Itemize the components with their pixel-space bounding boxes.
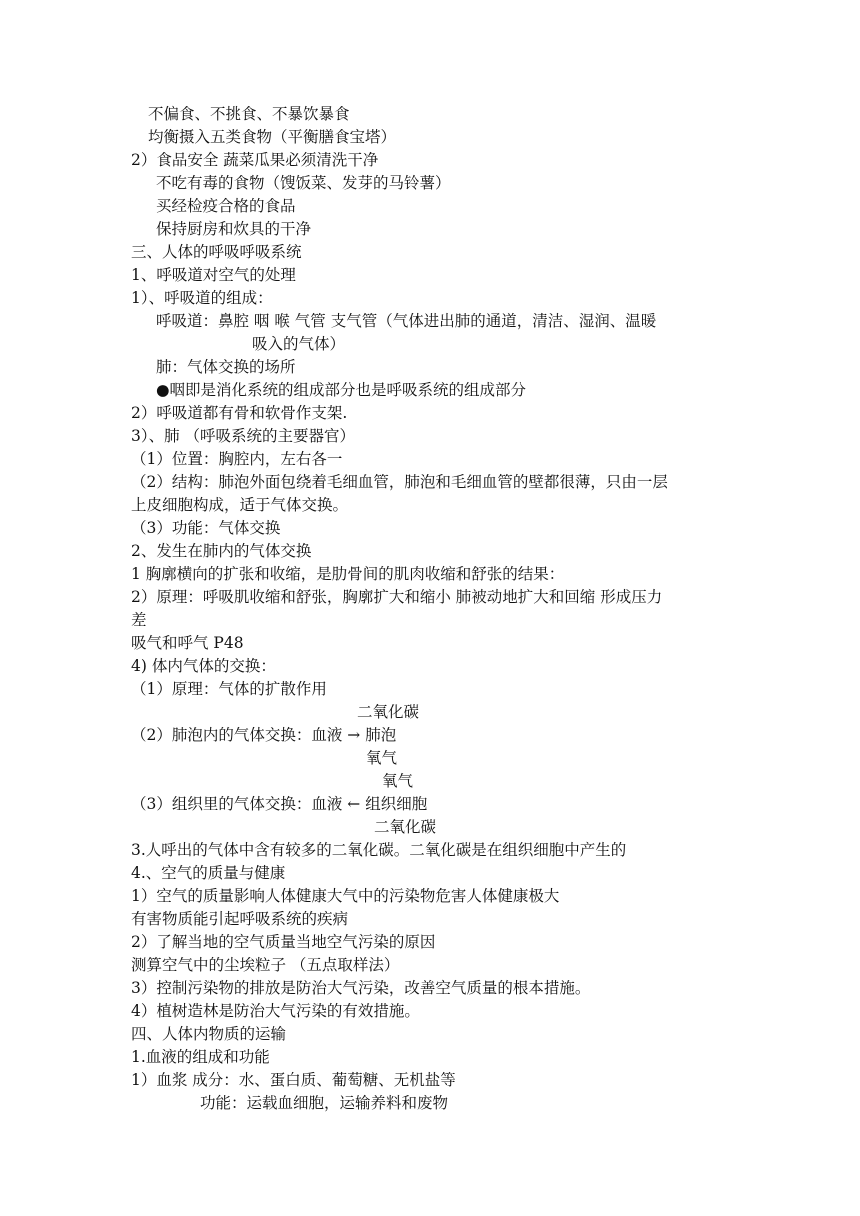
text-line: 功能：运载血细胞，运输养料和废物 (200, 1094, 449, 1112)
text-line: 3）控制污染物的排放是防治大气污染，改善空气质量的根本措施。 (131, 979, 591, 997)
text-line: 均衡摄入五类食物（平衡膳食宝塔） (148, 128, 397, 146)
diagram-label: 二氧化碳 (357, 703, 420, 721)
text-line: 2）食品安全 蔬菜瓜果必须清洗干净 (131, 151, 379, 169)
section-heading: 三、人体的呼吸呼吸系统 (131, 243, 302, 261)
text-line: 吸气和呼气 P48 (131, 634, 244, 652)
subsection-heading: 1、呼吸道对空气的处理 (131, 266, 296, 284)
subsection-heading: 4.、空气的质量与健康 (131, 864, 286, 882)
text-line: 不偏食、不挑食、不暴饮暴食 (148, 105, 350, 123)
bullet-note: ●咽即是消化系统的组成部分也是呼吸系统的组成部分 (156, 381, 527, 399)
text-line: （2）结构：肺泡外面包绕着毛细血管，肺泡和毛细血管的壁都很薄，只由一层 (131, 473, 668, 491)
text-line: 上皮细胞构成，适于气体交换。 (131, 496, 349, 514)
text-line: 4）植树造林是防治大气污染的有效措施。 (131, 1002, 420, 1020)
text-line: 2）呼吸道都有骨和软骨作支架. (131, 404, 348, 422)
text-line: 1）空气的质量影响人体健康大气中的污染物危害人体健康极大 (131, 887, 560, 905)
text-line: 肺：气体交换的场所 (156, 358, 296, 376)
text-line: 3）、肺 （呼吸系统的主要器官） (131, 427, 356, 445)
diagram-line: （2）肺泡内的气体交换：血液 → 肺泡 (131, 726, 397, 744)
text-line: 测算空气中的尘埃粒子 （五点取样法） (131, 956, 400, 974)
diagram-label: 氧气 (382, 772, 414, 790)
text-line: 保持厨房和炊具的干净 (156, 220, 312, 238)
subsection-heading: 2、发生在肺内的气体交换 (131, 542, 312, 560)
text-line: 不吃有毒的食物（馊饭菜、发芽的马铃薯） (156, 174, 451, 192)
text-line: 1 胸廓横向的扩张和收缩，是肋骨间的肌肉收缩和舒张的结果： (131, 565, 565, 583)
text-line: 1）血浆 成分：水、蛋白质、葡萄糖、无机盐等 (131, 1071, 456, 1089)
text-line: 2）原理：呼吸肌收缩和舒张，胸廓扩大和缩小 肺被动地扩大和回缩 形成压力 (131, 588, 663, 606)
text-line: 吸入的气体） (252, 335, 346, 353)
text-line: （1）原理：气体的扩散作用 (131, 680, 327, 698)
section-heading: 四、人体内物质的运输 (131, 1025, 287, 1043)
text-line: （3）功能：气体交换 (131, 519, 281, 537)
diagram-line: （3）组织里的气体交换：血液 ← 组织细胞 (131, 795, 428, 813)
text-line: 4) 体内气体的交换： (131, 657, 276, 675)
text-line: 有害物质能引起呼吸系统的疾病 (131, 910, 349, 928)
diagram-label: 氧气 (366, 749, 398, 767)
text-line: 差 (131, 611, 147, 629)
text-line: 买经检疫合格的食品 (156, 197, 296, 215)
diagram-label: 二氧化碳 (374, 818, 437, 836)
text-line: 3.人呼出的气体中含有较多的二氧化碳。二氧化碳是在组织细胞中产生的 (131, 841, 627, 859)
subsection-heading: 1.血液的组成和功能 (131, 1048, 270, 1066)
text-line: 2）了解当地的空气质量当地空气污染的原因 (131, 933, 436, 951)
text-line: 呼吸道：鼻腔 咽 喉 气管 支气管（气体进出肺的通道，清洁、湿润、温暖 (156, 312, 657, 330)
text-line: 1）、呼吸道的组成： (131, 289, 273, 307)
text-line: （1）位置：胸腔内，左右各一 (131, 450, 343, 468)
